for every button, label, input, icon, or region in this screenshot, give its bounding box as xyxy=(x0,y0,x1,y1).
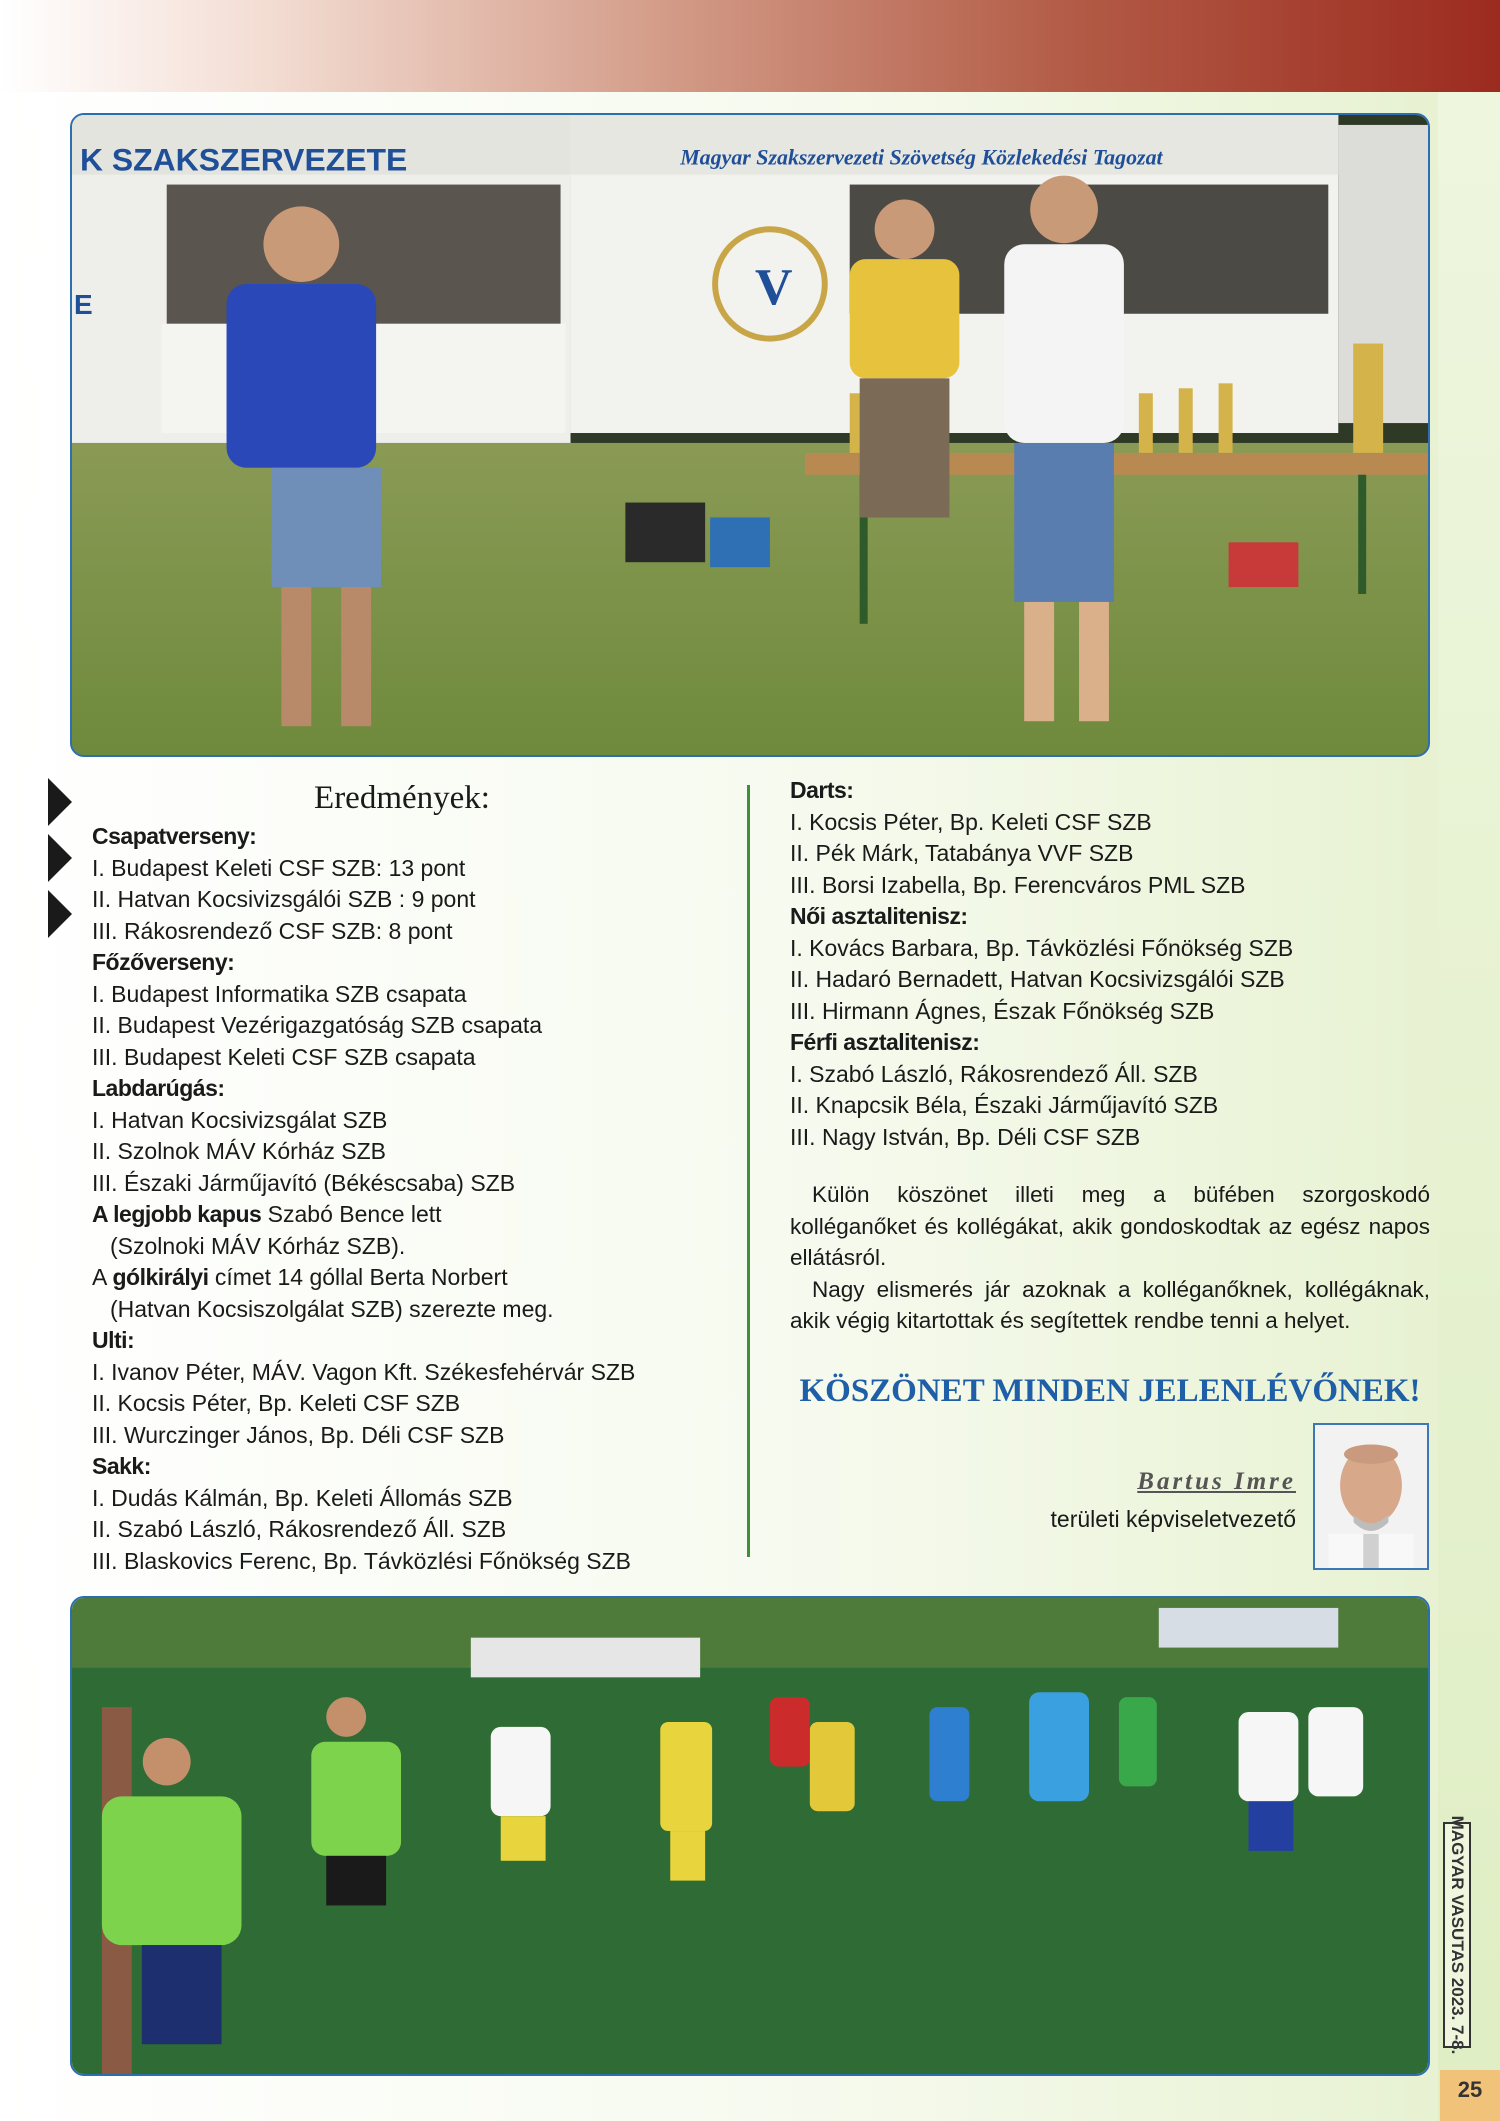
football-team-photo xyxy=(70,1596,1430,2076)
results-entry: III. Budapest Keleti CSF SZB csapata xyxy=(92,1043,476,1070)
results-entry: III. Wurczinger János, Bp. Déli CSF SZB xyxy=(92,1421,505,1448)
results-award-line xyxy=(92,1199,732,1231)
football-field-illustration xyxy=(72,1598,1428,2074)
results-entry: III. Hirmann Ágnes, Észak Főnökség SZB xyxy=(790,997,1215,1024)
award-text: Szabó Bence lett xyxy=(261,1201,442,1227)
award-prefix: A xyxy=(92,1264,113,1290)
results-entry: II. Budapest Vezérigazgatóság SZB csapata xyxy=(92,1012,543,1038)
results-entry: II. Knapcsik Béla, Északi Járműjavító SZB xyxy=(790,1092,1219,1118)
tent-left-text: K SZAKSZERVEZETE xyxy=(79,141,408,178)
magazine-side-label-text: MAGYAR VASUTAS 2023. 7-8. xyxy=(1448,1815,1467,2055)
results-entry: I. Budapest Informatika SZB csapata xyxy=(92,980,467,1007)
award-text: címet 14 góllal Berta Norbert xyxy=(208,1264,508,1290)
results-entry: II. Kocsis Péter, Bp. Keleti CSF SZB xyxy=(92,1390,461,1416)
results-entry: I. Dudás Kálmán, Bp. Keleti Állomás SZB xyxy=(92,1484,513,1511)
results-entry: II. Szabó László, Rákosrendező Áll. SZB xyxy=(92,1516,507,1542)
results-entry: II. Szolnok MÁV Kórház SZB xyxy=(92,1138,387,1164)
results-entry: I. Kocsis Péter, Bp. Keleti CSF SZB xyxy=(790,808,1152,835)
results-entry: III. Északi Járműjavító (Békéscsaba) SZB xyxy=(92,1169,516,1196)
results-category-heading: Főzőverseny: xyxy=(92,949,235,975)
acknowledgement-text xyxy=(790,1179,1430,1337)
results-entry: II. Hatvan Kocsivizsgálói SZB : 9 pont xyxy=(92,886,476,912)
results-left-column xyxy=(92,775,732,1577)
results-award-line xyxy=(92,1262,732,1294)
results-entry: (Szolnoki MÁV Kórház SZB). xyxy=(110,1232,406,1259)
results-entry: I. Budapest Keleti CSF SZB: 13 pont xyxy=(92,854,466,881)
results-entry: III. Borsi Izabella, Bp. Ferencváros PML SZB xyxy=(790,871,1246,898)
page-arrow-marker xyxy=(48,890,72,938)
results-entry: (Hatvan Kocsiszolgálat SZB) szerezte meg. xyxy=(110,1295,554,1322)
results-entry: I. Szabó László, Rákosrendező Áll. SZB xyxy=(790,1060,1198,1087)
results-category-heading: Férfi asztalitenisz: xyxy=(790,1029,980,1055)
results-category-heading: Csapatverseny: xyxy=(92,823,257,849)
results-entry: II. Hadaró Bernadett, Hatvan Kocsivizsgálói SZB xyxy=(790,966,1285,992)
tent-right-text: Magyar Szakszervezeti Szövetség Közlekedési Tagozat xyxy=(680,144,1163,170)
results-left-list xyxy=(92,821,732,1577)
signature-name: Bartus Imre xyxy=(1137,1468,1296,1495)
column-divider xyxy=(747,785,750,1557)
results-entry: III. Rákosrendező CSF SZB: 8 pont xyxy=(92,917,453,944)
page-number: 25 xyxy=(1440,2070,1500,2121)
results-entry: II. Pék Márk, Tatabánya VVF SZB xyxy=(790,840,1134,866)
page-arrow-marker xyxy=(48,778,72,826)
signature-role: területi képviseletvezető xyxy=(1050,1506,1296,1532)
results-entry: I. Hatvan Kocsivizsgálat SZB xyxy=(92,1106,388,1133)
results-entry: I. Kovács Barbara, Bp. Távközlési Főnökség SZB xyxy=(790,934,1294,961)
results-category-heading: Labdarúgás: xyxy=(92,1075,225,1101)
award-label: gólkirályi xyxy=(112,1264,209,1290)
header-band xyxy=(0,0,1500,92)
page-arrow-marker xyxy=(48,834,72,882)
acknowledgement-paragraph: Külön köszönet illeti meg a büfében szorgoskodó kolléganőket és kollégákat, akik gondoskodtak az egész napos ellátásról. xyxy=(790,1182,1430,1270)
results-title: Eredmények: xyxy=(314,780,490,816)
award-ceremony-illustration xyxy=(72,115,1428,755)
results-category-heading: Ulti: xyxy=(92,1327,135,1353)
author-portrait xyxy=(1313,1423,1429,1570)
results-right-column xyxy=(790,775,1430,1337)
svg-text:V: V xyxy=(754,258,793,316)
results-entry: III. Blaskovics Ferenc, Bp. Távközlési Főnökség SZB xyxy=(92,1547,632,1574)
acknowledgement-paragraph: Nagy elismerés jár azoknak a kolléganőknek, kollégáknak, akik végig kitartottak és segítettek rendbe tenni a helyet. xyxy=(790,1276,1430,1333)
results-category-heading: Darts: xyxy=(790,777,854,803)
results-category-heading: Sakk: xyxy=(92,1453,151,1479)
magazine-side-label xyxy=(1443,1815,1471,2055)
results-right-list xyxy=(790,775,1430,1153)
tent-edge-letter: E xyxy=(73,288,93,320)
award-label: A legjobb kapus xyxy=(92,1201,262,1227)
results-category-heading: Női asztalitenisz: xyxy=(790,903,968,929)
award-ceremony-photo xyxy=(70,113,1430,757)
results-entry: III. Nagy István, Bp. Déli CSF SZB xyxy=(790,1123,1141,1150)
results-entry: I. Ivanov Péter, MÁV. Vagon Kft. Székesfehérvár SZB xyxy=(92,1358,636,1385)
portrait-illustration xyxy=(1315,1425,1427,1568)
thanks-headline: KÖSZÖNET MINDEN JELENLÉVŐNEK! xyxy=(799,1373,1421,1409)
